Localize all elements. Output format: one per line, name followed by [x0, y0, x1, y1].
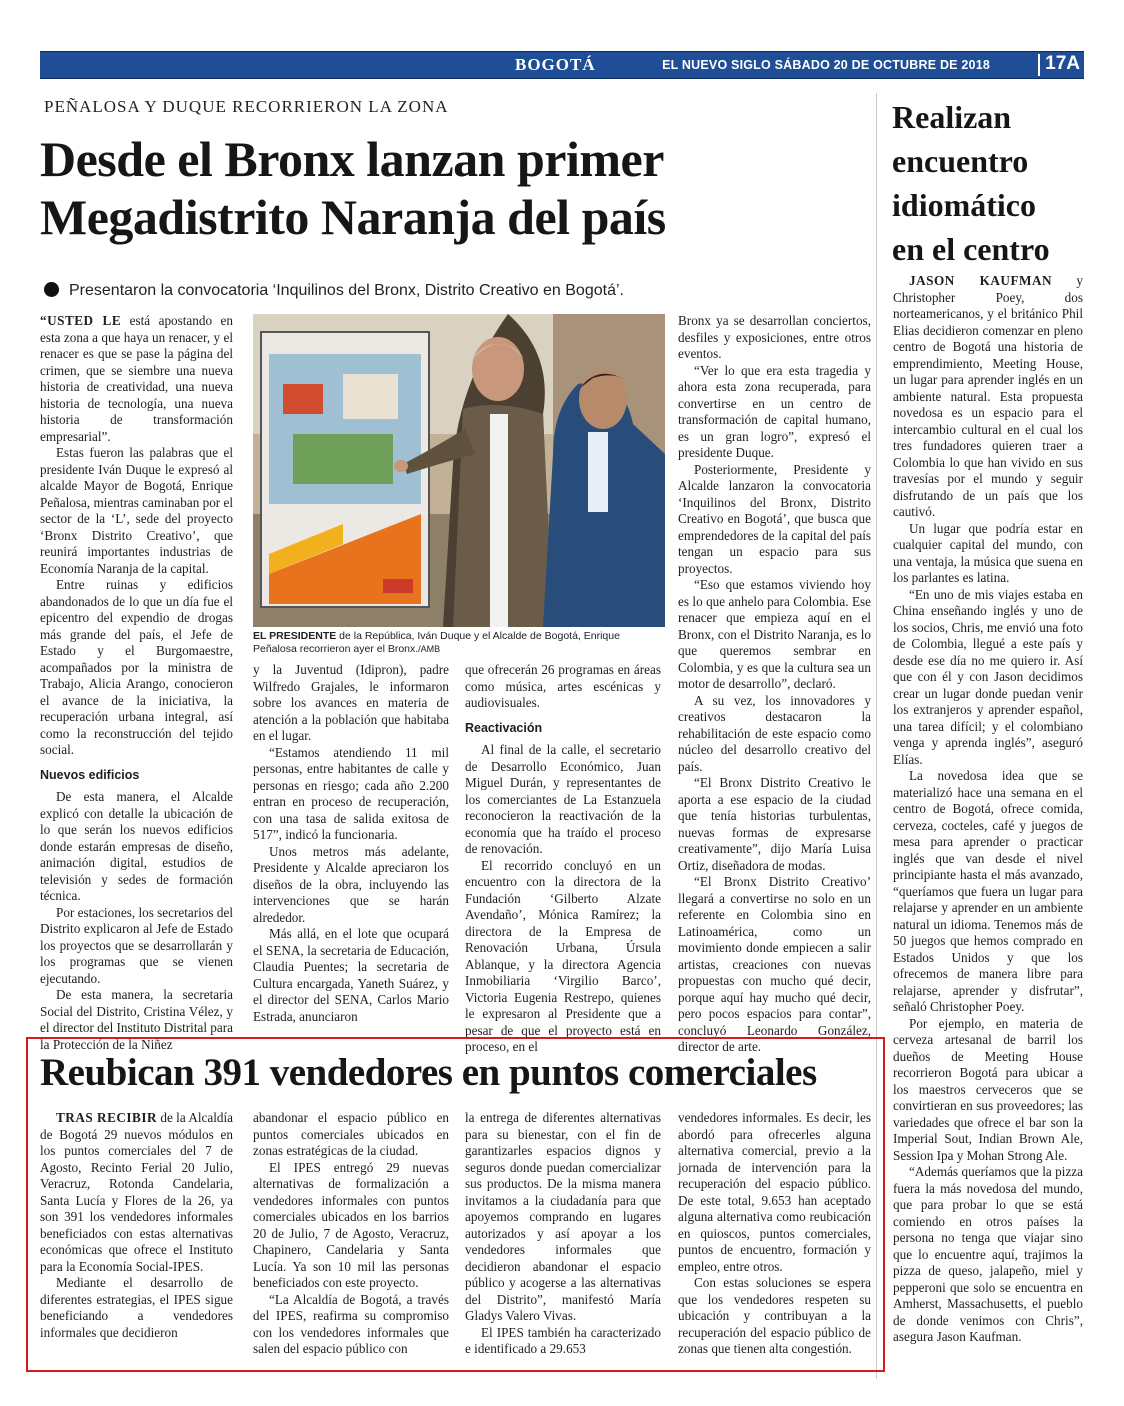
paragraph: “En uno de mis viajes estaba en China enseñando inglés y uno de los socios, Chris, me envió una foto de Colombia, llegué a este país y desde ese día no me quiero ir. Así que con él y con Jason decidimos crear un lugar donde puedan venir los extranjeros y aprender español, una tarea difícil; y el colombiano venga y aprenda inglés”, aseguró Elías. [893, 586, 1083, 767]
paragraph: y la Juventud (Idipron), padre Wilfredo Grajales, le informaron sobre los avances en materia de atención a la población que habitaba en el lugar. [253, 662, 449, 743]
paragraph: La novedosa idea que se materializó hace una semana en el centro de Bogotá, ofrece comida, cerveza, cocteles, café y juegos de mesa para aprender o practicar inglés que van desde el nivel principiante hasta el más avanzado, “queríamos que fuera un lugar para relajarse y aprender en un ambiente natural un idioma. Tenemos más de 50 juegos que hemos comprado en Estados Unidos y que los ofrecemos de manera libre para relajarse, aprender y disfrutar”, señaló Christopher Poey. [893, 768, 1083, 1014]
newspaper-date: EL NUEVO SIGLO SÁBADO 20 DE OCTUBRE DE 2018 [662, 58, 990, 72]
box-column-3 [465, 1110, 661, 1358]
lead-in: TRAS RECIBIR [56, 1110, 157, 1125]
lead-in: “USTED LE [40, 313, 122, 328]
paragraph: Un lugar que podría estar en cualquier capital del mundo, con una ventaja, la música que suena en los parlantes es latina. [893, 520, 1083, 585]
paragraph: “El Bronx Distrito Creativo le aporta a ese espacio de la ciudad que tenía historias turbulentas, nuevas formas de expresarse creativamente”, dijo María Luisa Ortiz, diseñadora de modas. [678, 775, 871, 873]
paragraph: Unos metros más adelante, Presidente y Alcalde apreciaron los diseños de la obra, incluyendo las intervenciones que se harán alrededor. [253, 843, 449, 925]
page-number: 17A [1045, 53, 1080, 74]
paragraph: Bronx ya se desarrollan conciertos, desfiles y exposiciones, entre otros eventos. [678, 313, 871, 361]
paragraph: Por ejemplo, en materia de cerveza artesanal de barril los dueños de Meeting House recorrieron Bogotá para ubicar a los maestros cerveceros que se convirtieran en sus proveedores; las variedades que ofrece el bar son la Imperial Sout, Indian Brown Ale, Session Ipa y Mohan Strong Ale. [893, 1015, 1083, 1163]
main-headline-line2: Megadistrito Naranja del país [40, 189, 666, 245]
paragraph: “Ver lo que era esta tragedia y ahora esta zona recuperada, para convertirse en un centro de transformación de capital humano, es un gran logro”, expresó el presidente Duque. [678, 362, 871, 460]
main-headline-line1: Desde el Bronx lanzan primer [40, 131, 664, 187]
photo-illustration [253, 314, 665, 627]
paragraph: Estas fueron las palabras que el presidente Iván Duque le expresó al alcalde Mayor de Bogotá, Enrique Peñalosa, mientras caminaban por el sector de la ‘L’, sede del proyecto ‘Bronx Distrito Creativo’, que reunirá importantes industrias de Economía Naranja de la capital. [40, 445, 233, 576]
paragraph: JASON KAUFMAN y Christopher Poey, dos norteamericanos, y el británico Phil Elias decidieron comenzar en pleno centro de Bogotá una historia de emprendimiento, Meeting House, un lugar para aprender inglés en un ambiente natural. Esta propuesta novedosa es un espacio para el intercambio cultural en el cual los tres fundadores quieren traer a Colombia lo que han vivido en sus travesías por el mundo y seguir disfrutando de un país que los cautivó. [893, 273, 1083, 519]
bullet-icon [44, 282, 59, 297]
section-name: BOGOTÁ [515, 55, 596, 74]
paragraph: vendedores informales. Es decir, les abordó para ofrecerles alguna alternativa comercial, previo a la jornada de intervención para la recuperación del espacio público. De este total, 9.653 han aceptado alguna alternativa como reubicación en quioscos, puntos comerciales, puntos de encuentro, formación y empleo, entre otros. [678, 1110, 871, 1274]
subheading: Nuevos edificios [40, 767, 140, 782]
paragraph: Con estas soluciones se espera que los vendedores respeten su ubicación y contribuyan a la recuperación del espacio público de zonas que tienen alta congestión. [678, 1275, 871, 1356]
paragraph: abandonar el espacio público en puntos comerciales ubicados en zonas estratégicas de la ciudad. [253, 1110, 449, 1158]
caption-text: de la República, Iván Duque y el Alcalde de Bogotá, Enrique Peñalosa recorrieron ayer el Bronx. [253, 630, 620, 655]
paragraph: De esta manera, la secretaria Social del Distrito, Cristina Vélez, y el director del Instituto Distrital para la Protección de la Niñez [40, 987, 233, 1052]
paragraph: Entre ruinas y edificios abandonados de lo que un día fue el epicentro del expendio de drogas más grande del país, el Jefe de Estado y el Burgomaestre, acompañados por la ministra de Trabajo, Alicia Arango, conocieron el avance de la iniciativa, la recuperación urbana integral, así como la reconstrucción del tejido social. [40, 577, 233, 757]
paragraph: “La Alcaldía de Bogotá, a través del IPES, reafirma su compromiso con los vendedores informales que salen del espacio público con [253, 1291, 449, 1356]
paragraph: El recorrido concluyó en un encuentro con la directora de la Fundación ‘Gilberto Alzate Avendaño’, Mónica Ramírez; la directora de la Empresa de Renovación Urbana, Úrsula Ablanque, y la directora Agencia Inmobiliaria ‘Virgilio Barco’, Victoria Eugenia Restrepo, quienes le expresaron al Presidente que a pesar de que el proyecto está en proceso, en el [465, 857, 661, 1054]
box-column-4 [678, 1110, 871, 1358]
header-divider [1038, 54, 1040, 76]
main-column-1 [40, 313, 233, 1053]
news-photo [253, 314, 665, 627]
paragraph: Mediante el desarrollo de diferentes estrategias, el IPES sigue beneficiando a vendedores informales que decidieron [40, 1275, 233, 1340]
paragraph: A su vez, los innovadores y creativos destacaron la rehabilitación de este espacio como núcleo del desarrollo creativo del país. [678, 692, 871, 774]
paragraph: Más allá, en el lote que ocupará el SENA, la secretaria de Educación, Claudia Puentes; la secretaria de Cultura encargada, Yaneth Suárez, y el director del SENA, Carlos Mario Estrada, anunciaron [253, 926, 449, 1024]
box-story-title: Reubican 391 vendedores en puntos comerciales [40, 1051, 817, 1094]
photo-credit: /AMB [418, 644, 441, 654]
paragraph: TRAS RECIBIR de la Alcaldía de Bogotá 29 nuevos módulos en los puntos comerciales del 7 de Agosto, Recinto Ferial 20 Julio, Veracruz, Rotonda Candelaria, Santa Lucía y Flores de la 26, ya son 391 los vendedores informales beneficiados con estas alternativas económicas que ofrece el Instituto para la Economía Social-IPES. [40, 1110, 234, 1274]
paragraph: “USTED LE está apostando en esta zona a que haya un renacer, y el renacer es que se pase la página del crimen, que se siembre una nueva historia de creatividad, una nueva historia de tecnología, una nueva historia de transformación empresarial”. [40, 313, 233, 444]
main-deck-text: Presentaron la convocatoria ‘Inquilinos del Bronx, Distrito Creativo en Bogotá’. [69, 282, 624, 299]
paragraph: que ofrecerán 26 programas en áreas como música, artes escénicas y audiovisuales. [465, 662, 661, 710]
main-kicker: PEÑALOSA Y DUQUE RECORRIERON LA ZONA [44, 97, 449, 116]
paragraph: Al final de la calle, el secretario de Desarrollo Económico, Juan Miguel Durán, y representantes de los comerciantes de La Estanzuela reconocieron la reactivación de la economía que ha traído el proceso de renovación. [465, 742, 661, 856]
paragraph: De esta manera, el Alcalde explicó con detalle la ubicación de lo que serán los nuevos edificios donde estarán empresas de diseño, animación digital, estudios de televisión y sedes de formación técnica. [40, 789, 233, 903]
subheading: Reactivación [465, 720, 543, 735]
paragraph: “El Bronx Distrito Creativo’ llegará a convertirse no solo en un referente en Colombia sino en Latinoamérica, como un movimiento donde empiecen a salir artistas, creaciones con nuevas propuestas con mucho qué decir, porque aquí hay mucho qué decir, pero pocos espacios para contar”, concluyó Leonardo González, director de arte. [678, 874, 871, 1054]
side-story-body [893, 273, 1083, 1346]
caption-lead: EL PRESIDENTE [253, 630, 337, 642]
paragraph: Por estaciones, los secretarios del Distrito explicaron al Jefe de Estado los proyectos que se desarrollarán y los programas que se vienen ejecutando. [40, 904, 233, 986]
main-deck [44, 282, 624, 300]
paragraph: Posteriormente, Presidente y Alcalde lanzaron la convocatoria ‘Inquilinos del Bronx, Distrito Creativo en Bogotá’, que busca que emprendedores de la capital del país tengan un espacio para sus proyectos. [678, 461, 871, 576]
main-column-3 [465, 662, 661, 1056]
side-story-title: Realizan encuentro idiomático en el centro [892, 99, 1050, 267]
page-header-bar [40, 51, 1084, 79]
paragraph: El IPES entregó 29 nuevas alternativas de formalización a vendedores informales con puntos comerciales ubicados en los barrios 20 de Julio, 7 de Agosto, Veracruz, Chapinero, Candelaria y Santa Lucía. Ya son 10 mil las personas beneficiados con este proyecto. [253, 1159, 449, 1290]
main-column-2 [253, 662, 449, 1025]
lead-in: JASON KAUFMAN [909, 273, 1052, 288]
paragraph: “Además queríamos que la pizza fuera la más novedosa del mundo, que para probar lo que se está comiendo en otros países la persona no tenga que viajar sino que lo encuentre aquí, trajimos la pizza de queso, jalapeño, miel y pepperoni que solo se encuentra en Amherst, Massachusetts, el pueblo de donde venimos con Chris”, asegura Jason Kaufman. [893, 1164, 1083, 1344]
photo-caption [253, 630, 665, 656]
main-headline [40, 130, 860, 246]
paragraph: la entrega de diferentes alternativas para su bienestar, con el fin de garantizarles espacios dignos y seguros donde puedan comercializar sus productos. De la misma manera invitamos a la ciudadanía para que apoyemos comprando en lugares autorizados y así apoyar a los vendedores informales que decidieron abandonar el espacio público y acogerse a las alternativas del Distrito”, manifestó María Gladys Valero Vivas. [465, 1110, 661, 1323]
box-column-2 [253, 1110, 449, 1358]
paragraph: El IPES también ha caracterizado e identificado a 29.653 [465, 1324, 661, 1356]
main-column-4 [678, 313, 871, 1056]
paragraph: “Estamos atendiendo 11 mil personas, entre habitantes de calle y personas en riesgo; cada año 2.200 entran en proceso de recuperación, con una tasa de salida exitosa de 517”, indicó la funcionaria. [253, 744, 449, 842]
box-column-1 [40, 1110, 233, 1341]
paragraph: “Eso que estamos viviendo hoy es lo que anhelo para Colombia. Ese renacer que empieza aquí en el Bronx, con el Distrito Naranja, es lo que queremos sembrar en Colombia, y es que la cultura sea un motor de desarrollo”, declaró. [678, 577, 871, 691]
